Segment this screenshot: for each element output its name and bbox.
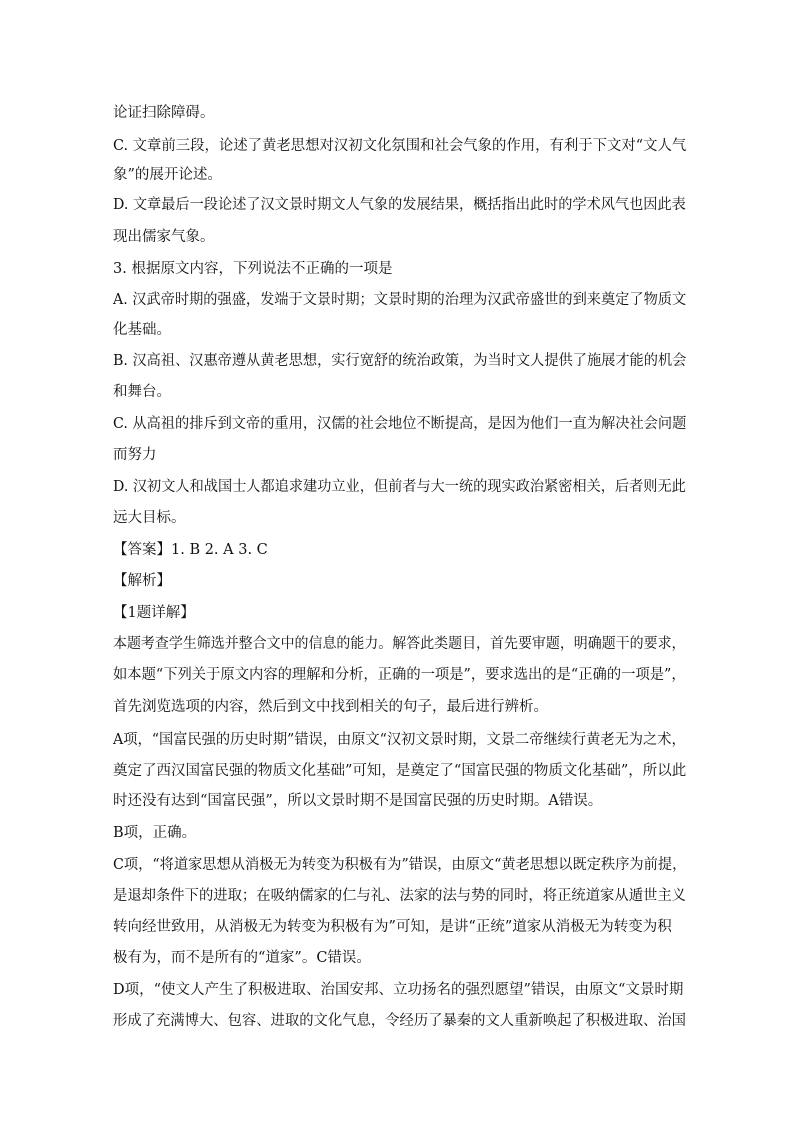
explain-line-1: 本题考查学生筛选并整合文中的信息的能力。解答此类题目，首先要审题，明确题干的要求， — [113, 636, 686, 652]
item-c-line-1: C项，“将道家思想从消极无为转变为积极有为”错误，由原文“黄老思想以既定秩序为前提， — [113, 857, 687, 873]
explain-line-2: 如本题“下列关于原文内容的理解和分析，正确的一项是”，要求选出的是“正确的一项是”， — [113, 667, 686, 683]
question-3-stem: 3. 根据原文内容，下列说法不正确的一项是 — [113, 261, 393, 277]
option-a-line-1: A. 汉武帝时期的强盛，发端于文景时期；文景时期的治理为汉武帝盛世的到来奠定了物质文 — [113, 292, 687, 308]
option-b-line-2: 和舞台。 — [113, 384, 171, 400]
text-line-4: D. 文章最后一段论述了汉文景时期文人气象的发展结果，概括指出此时的学术风气也因此表 — [113, 197, 686, 213]
option-d-line-1: D. 汉初文人和战国士人都追求建功立业，但前者与大一统的现实政治紧密相关，后者则无此 — [113, 479, 686, 495]
item-c-line-3: 转向经世致用，从消极无为转变为积极有为”可知，是讲“正统”道家从消极无为转变为积 — [113, 919, 672, 935]
option-c-line-2: 而努力 — [113, 447, 157, 463]
analysis-heading: 【解析】 — [113, 573, 171, 589]
item-a-line-2: 奠定了西汉国富民强的物质文化基础”可知，是奠定了“国富民强的物质文化基础”，所以此 — [113, 763, 687, 779]
item-c-line-2: 是退却条件下的进取；在吸纳儒家的仁与礼、法家的法与势的同时，将正统道家从遁世主义 — [113, 888, 686, 904]
option-a-line-2: 化基础。 — [113, 322, 171, 338]
item-d-line-2: 形成了充满博大、包容、进取的文化气息，令经历了暴秦的文人重新唤起了积极进取、治国 — [113, 1013, 686, 1029]
item-d-line-1: D项，“使文人产生了积极进取、治国安邦、立功扬名的强烈愿望”错误，由原文“文景时期 — [113, 982, 684, 998]
option-b-line-1: B. 汉高祖、汉惠帝遵从黄老思想，实行宽舒的统治政策，为当时文人提供了施展才能的机会 — [113, 353, 687, 369]
item-b-line: B项，正确。 — [113, 825, 197, 841]
q1-detail-heading: 【1题详解】 — [113, 605, 195, 621]
answer-line: 【答案】1. B 2. A 3. C — [113, 542, 268, 558]
text-line-3: 象”的展开论述。 — [113, 167, 222, 183]
explain-line-3: 首先浏览选项的内容，然后到文中找到相关的句子，最后进行辨析。 — [113, 699, 548, 715]
text-line-1: 论证扫除障碍。 — [113, 105, 215, 121]
item-c-line-4: 极有为，而不是所有的“道家”。C错误。 — [113, 950, 371, 966]
text-line-5: 现出儒家气象。 — [113, 229, 215, 245]
option-d-line-2: 远大目标。 — [113, 510, 186, 526]
text-line-2: C. 文章前三段，论述了黄老思想对汉初文化氛围和社会气象的作用，有利于下文对“文人气 — [113, 138, 687, 154]
option-c-line-1: C. 从高祖的排斥到文帝的重用，汉儒的社会地位不断提高，是因为他们一直为解决社会问题 — [113, 416, 687, 432]
item-a-line-1: A项，“国富民强的历史时期”错误，由原文“汉初文景时期，文景二帝继续行黄老无为之术， — [113, 732, 686, 748]
item-a-line-3: 时还没有达到“国富民强”，所以文景时期不是国富民强的历史时期。A错误。 — [113, 793, 603, 809]
